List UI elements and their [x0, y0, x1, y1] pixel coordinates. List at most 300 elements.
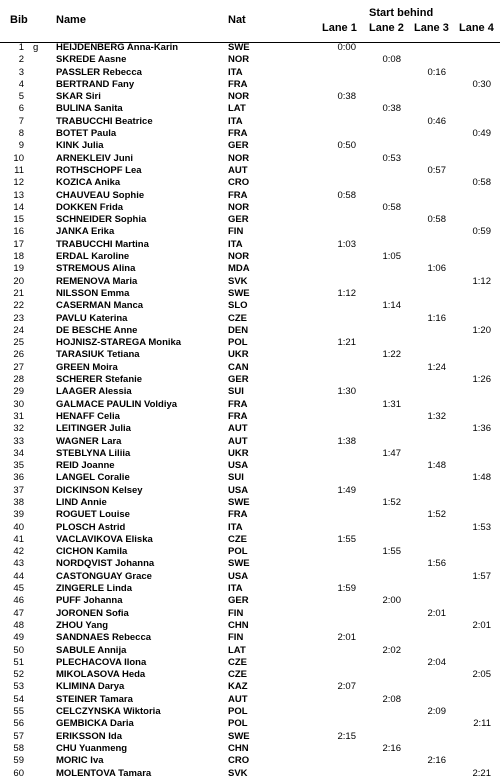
name-cell: NORDQVIST Johanna [56, 558, 155, 570]
name-cell: CHAUVEAU Sophie [56, 189, 145, 201]
lane-1-time-cell: 1:21 [337, 337, 356, 349]
bib-cell: 31 [13, 410, 24, 422]
bib-cell: 56 [13, 718, 24, 730]
nat-cell: GER [228, 140, 249, 152]
table-row [0, 313, 500, 325]
table-row [0, 337, 500, 349]
lane-3-time-cell: 1:24 [427, 361, 446, 373]
table-row [0, 54, 500, 66]
table-row [0, 731, 500, 743]
name-cell: BULINA Sanita [56, 103, 123, 115]
table-row [0, 288, 500, 300]
name-cell: LAAGER Alessia [56, 386, 132, 398]
bib-cell: 52 [13, 669, 24, 681]
table-row [0, 177, 500, 189]
name-cell: SCHNEIDER Sophia [56, 214, 147, 226]
name-cell: DOKKEN Frida [56, 201, 124, 213]
bib-cell: 45 [13, 583, 24, 595]
table-row [0, 522, 500, 534]
bib-cell: 57 [13, 730, 24, 742]
nat-cell: FRA [228, 509, 248, 521]
lane-1-time-cell: 1:30 [337, 386, 356, 398]
nat-cell: ITA [228, 521, 243, 533]
lane-1-time-cell: 1:12 [337, 287, 356, 299]
name-cell: LIND Annie [56, 496, 107, 508]
lane-1-time-cell: 0:00 [337, 42, 356, 53]
lane-4-time-cell: 1:12 [472, 275, 491, 287]
lane-2-time-cell: 0:58 [382, 201, 401, 213]
bib-cell: 25 [13, 337, 24, 349]
name-cell: GALMACE PAULIN Voldiya [56, 398, 178, 410]
nat-cell: NOR [228, 91, 250, 103]
lane-3-time-cell: 2:01 [427, 607, 446, 619]
nat-cell: SWE [228, 558, 250, 570]
nat-cell: KAZ [228, 681, 248, 693]
table-row [0, 595, 500, 607]
bib-cell: 30 [13, 398, 24, 410]
bib-cell: 46 [13, 595, 24, 607]
name-cell: WAGNER Lara [56, 435, 122, 447]
bib-cell: 55 [13, 706, 24, 718]
name-cell: CELCZYNSKA Wiktoria [56, 706, 161, 718]
bib-cell: 19 [13, 263, 24, 275]
bib-cell: 39 [13, 509, 24, 521]
table-row [0, 263, 500, 275]
lane-3-time-cell: 1:48 [427, 460, 446, 472]
bib-cell: 21 [13, 287, 24, 299]
bib-cell: 36 [13, 472, 24, 484]
lane-4-time-cell: 2:21 [472, 767, 491, 779]
bib-cell: 9 [18, 140, 24, 152]
nat-cell: GER [228, 595, 249, 607]
lane-1-time-cell: 0:38 [337, 91, 356, 103]
table-row [0, 226, 500, 238]
lane-1-time-cell: 1:38 [337, 435, 356, 447]
nat-cell: SWE [228, 730, 250, 742]
name-cell: LEITINGER Julia [56, 423, 131, 435]
nat-cell: SLO [228, 300, 248, 312]
name-cell: PAVLU Katerina [56, 312, 128, 324]
table-row [0, 485, 500, 497]
table-row [0, 448, 500, 460]
lane-2-time-cell: 2:00 [382, 595, 401, 607]
nat-cell: SVK [228, 767, 248, 779]
nat-cell: POL [228, 706, 248, 718]
lane-3-time-cell: 2:16 [427, 755, 446, 767]
bib-cell: 32 [13, 423, 24, 435]
nat-cell: UKR [228, 447, 249, 459]
lane-2-time-cell: 0:53 [382, 152, 401, 164]
table-row [0, 534, 500, 546]
lane-2-time-cell: 1:31 [382, 398, 401, 410]
table-row [0, 620, 500, 632]
lane-3-time-cell: 0:46 [427, 115, 446, 127]
name-cell: PLOSCH Astrid [56, 521, 126, 533]
name-cell: TARASIUK Tetiana [56, 349, 140, 361]
nat-cell: ITA [228, 115, 243, 127]
lane-4-time-cell: 1:48 [472, 472, 491, 484]
bib-cell: 4 [18, 78, 24, 90]
nat-cell: USA [228, 484, 249, 496]
nat-cell: GER [228, 374, 249, 386]
bib-cell: 48 [13, 619, 24, 631]
name-cell: SABULE Annija [56, 644, 127, 656]
name-cell: ARNEKLEIV Juni [56, 152, 134, 164]
bib-cell: 16 [13, 226, 24, 238]
bib-cell: 54 [13, 693, 24, 705]
name-cell: SANDNAES Rebecca [56, 632, 152, 644]
lane-1-time-cell: 1:59 [337, 583, 356, 595]
nat-cell: CZE [228, 669, 247, 681]
name-cell: DICKINSON Kelsey [56, 484, 143, 496]
name-cell: HOJNISZ-STAREGA Monika [56, 337, 182, 349]
table-row [0, 140, 500, 152]
table-row [0, 509, 500, 521]
table-row [0, 386, 500, 398]
lane-4-time-cell: 0:30 [472, 78, 491, 90]
name-cell: NILSSON Emma [56, 287, 130, 299]
lane-3-time-cell: 1:52 [427, 509, 446, 521]
lane-3-time-cell: 1:56 [427, 558, 446, 570]
flag-cell: g [33, 42, 39, 53]
lane-3-time-cell: 0:57 [427, 164, 446, 176]
table-row [0, 399, 500, 411]
lane-3-time-cell: 0:58 [427, 214, 446, 226]
table-row [0, 362, 500, 374]
nat-cell: USA [228, 460, 249, 472]
table-row [0, 67, 500, 79]
table-row [0, 91, 500, 103]
lane-4-time-cell: 1:53 [472, 521, 491, 533]
lane-2-time-cell: 0:38 [382, 103, 401, 115]
bib-cell: 12 [13, 177, 24, 189]
bib-cell: 28 [13, 374, 24, 386]
nat-cell: NOR [228, 201, 250, 213]
name-cell: ERDAL Karoline [56, 251, 130, 263]
lane-4-time-cell: 2:05 [472, 669, 491, 681]
lane-4-time-cell: 2:01 [472, 619, 491, 631]
nat-cell: ITA [228, 66, 243, 78]
nat-cell: NOR [228, 54, 250, 66]
table-row [0, 632, 500, 644]
nat-cell: CRO [228, 755, 250, 767]
table-row [0, 546, 500, 558]
nat-cell: SWE [228, 42, 250, 53]
nat-cell: NOR [228, 152, 250, 164]
lane-2-time-cell: 1:22 [382, 349, 401, 361]
table-row [0, 423, 500, 435]
name-cell: CASERMAN Manca [56, 300, 144, 312]
bib-cell: 47 [13, 607, 24, 619]
nat-cell: CRO [228, 177, 250, 189]
table-row [0, 755, 500, 767]
name-cell: ERIKSSON Ida [56, 730, 122, 742]
table-row [0, 251, 500, 263]
nat-cell: DEN [228, 324, 249, 336]
table-row [0, 657, 500, 669]
table-row [0, 116, 500, 128]
name-cell: REMENOVA Maria [56, 275, 138, 287]
name-cell: CICHON Kamila [56, 546, 128, 558]
bib-cell: 10 [13, 152, 24, 164]
nat-cell: AUT [228, 423, 248, 435]
table-row [0, 571, 500, 583]
nat-cell: SWE [228, 287, 250, 299]
nat-cell: SUI [228, 386, 244, 398]
table-row [0, 436, 500, 448]
bib-cell: 38 [13, 496, 24, 508]
bib-cell: 17 [13, 238, 24, 250]
table-row [0, 374, 500, 386]
name-cell: STREMOUS Alina [56, 263, 136, 275]
bib-cell: 23 [13, 312, 24, 324]
lane-3-time-cell: 2:09 [427, 706, 446, 718]
nat-cell: CHN [228, 742, 249, 754]
name-cell: GREEN Moira [56, 361, 118, 373]
name-cell: PASSLER Rebecca [56, 66, 142, 78]
nat-cell: SWE [228, 496, 250, 508]
lane-4-time-cell: 1:26 [472, 374, 491, 386]
bib-cell: 3 [18, 66, 24, 78]
bib-cell: 27 [13, 361, 24, 373]
lane-2-time-cell: 2:08 [382, 693, 401, 705]
lane-4-time-cell: 1:57 [472, 570, 491, 582]
bib-cell: 26 [13, 349, 24, 361]
name-cell: KLIMINA Darya [56, 681, 125, 693]
lane-3-time-cell: 1:06 [427, 263, 446, 275]
name-cell: HEIJDENBERG Anna-Karin [56, 42, 179, 53]
lane-3-time-cell: 1:16 [427, 312, 446, 324]
name-cell: KINK Julia [56, 140, 104, 152]
bib-cell: 6 [18, 103, 24, 115]
lane-3-time-cell: 1:32 [427, 410, 446, 422]
nat-cell: CZE [228, 533, 247, 545]
bib-cell: 1 [18, 42, 24, 53]
name-cell: TRABUCCHI Beatrice [56, 115, 153, 127]
bib-cell: 58 [13, 742, 24, 754]
lane-1-time-cell: 0:58 [337, 189, 356, 201]
bib-cell: 20 [13, 275, 24, 287]
nat-cell: CZE [228, 312, 247, 324]
nat-cell: POL [228, 718, 248, 730]
bib-cell: 41 [13, 533, 24, 545]
table-row [0, 460, 500, 472]
bib-cell: 22 [13, 300, 24, 312]
table-row [0, 214, 500, 226]
name-cell: VACLAVIKOVA Eliska [56, 533, 153, 545]
table-row [0, 239, 500, 251]
table-header [0, 0, 500, 43]
bib-cell: 60 [13, 767, 24, 779]
lane-1-time-cell: 2:15 [337, 730, 356, 742]
table-row [0, 42, 500, 54]
lane-1-time-cell: 2:01 [337, 632, 356, 644]
name-cell: ROTHSCHOPF Lea [56, 164, 142, 176]
table-row [0, 718, 500, 730]
bib-cell: 24 [13, 324, 24, 336]
bib-cell: 8 [18, 128, 24, 140]
table-row [0, 694, 500, 706]
table-row [0, 79, 500, 91]
name-cell: STEBLYNA Liliia [56, 447, 131, 459]
lane-2-time-cell: 2:16 [382, 742, 401, 754]
table-row [0, 472, 500, 484]
nat-cell: FRA [228, 128, 248, 140]
name-cell: TRABUCCHI Martina [56, 238, 149, 250]
lane-2-time-cell: 2:02 [382, 644, 401, 656]
column-header-lane-2: Lane 2 [369, 22, 404, 34]
nat-cell: NOR [228, 251, 250, 263]
table-row [0, 153, 500, 165]
name-cell: ROGUET Louise [56, 509, 130, 521]
nat-cell: CAN [228, 361, 249, 373]
nat-cell: FRA [228, 189, 248, 201]
table-row [0, 669, 500, 681]
bib-cell: 5 [18, 91, 24, 103]
nat-cell: ITA [228, 238, 243, 250]
table-row [0, 190, 500, 202]
nat-cell: SUI [228, 472, 244, 484]
table-row [0, 103, 500, 115]
name-cell: PLECHACOVA Ilona [56, 656, 147, 668]
name-cell: REID Joanne [56, 460, 115, 472]
bib-cell: 44 [13, 570, 24, 582]
lane-4-time-cell: 0:58 [472, 177, 491, 189]
lane-2-time-cell: 1:55 [382, 546, 401, 558]
table-row [0, 411, 500, 423]
name-cell: JORONEN Sofia [56, 607, 129, 619]
name-cell: BOTET Paula [56, 128, 117, 140]
nat-cell: FRA [228, 398, 248, 410]
bib-cell: 13 [13, 189, 24, 201]
name-cell: STEINER Tamara [56, 693, 133, 705]
bib-cell: 18 [13, 251, 24, 263]
nat-cell: UKR [228, 349, 249, 361]
nat-cell: FIN [228, 607, 244, 619]
name-cell: CASTONGUAY Grace [56, 570, 152, 582]
name-cell: LANGEL Coralie [56, 472, 130, 484]
lane-4-time-cell: 1:20 [472, 324, 491, 336]
table-row [0, 276, 500, 288]
lane-1-time-cell: 1:03 [337, 238, 356, 250]
nat-cell: ITA [228, 583, 243, 595]
table-row [0, 325, 500, 337]
nat-cell: LAT [228, 644, 246, 656]
table-row [0, 645, 500, 657]
bib-cell: 15 [13, 214, 24, 226]
name-cell: ZHOU Yang [56, 619, 109, 631]
bib-cell: 53 [13, 681, 24, 693]
start-list-table [0, 42, 500, 780]
bib-cell: 42 [13, 546, 24, 558]
column-header-lane-3: Lane 3 [414, 22, 449, 34]
name-cell: CHU Yuanmeng [56, 742, 128, 754]
table-row [0, 743, 500, 755]
column-group-start-behind: Start behind [369, 7, 434, 19]
bib-cell: 33 [13, 435, 24, 447]
table-row [0, 558, 500, 570]
name-cell: HENAFF Celia [56, 410, 120, 422]
nat-cell: CHN [228, 619, 249, 631]
table-row [0, 128, 500, 140]
bib-cell: 14 [13, 201, 24, 213]
lane-1-time-cell: 0:50 [337, 140, 356, 152]
name-cell: DE BESCHE Anne [56, 324, 138, 336]
table-row [0, 706, 500, 718]
nat-cell: FIN [228, 632, 244, 644]
bib-cell: 59 [13, 755, 24, 767]
lane-2-time-cell: 0:08 [382, 54, 401, 66]
name-cell: PUFF Johanna [56, 595, 123, 607]
bib-cell: 29 [13, 386, 24, 398]
name-cell: SKAR Siri [56, 91, 101, 103]
bib-cell: 43 [13, 558, 24, 570]
nat-cell: FRA [228, 410, 248, 422]
name-cell: MIKOLASOVA Heda [56, 669, 146, 681]
nat-cell: CZE [228, 656, 247, 668]
bib-cell: 37 [13, 484, 24, 496]
table-row [0, 768, 500, 780]
lane-1-time-cell: 1:55 [337, 533, 356, 545]
nat-cell: MDA [228, 263, 250, 275]
nat-cell: POL [228, 337, 248, 349]
column-header-lane-4: Lane 4 [459, 22, 494, 34]
name-cell: SCHERER Stefanie [56, 374, 143, 386]
bib-cell: 49 [13, 632, 24, 644]
nat-cell: AUT [228, 693, 248, 705]
lane-2-time-cell: 1:47 [382, 447, 401, 459]
name-cell: ZINGERLE Linda [56, 583, 132, 595]
nat-cell: USA [228, 570, 249, 582]
nat-cell: POL [228, 546, 248, 558]
bib-cell: 35 [13, 460, 24, 472]
lane-3-time-cell: 0:16 [427, 66, 446, 78]
bib-cell: 50 [13, 644, 24, 656]
column-header-bib: Bib [10, 14, 28, 26]
table-row [0, 202, 500, 214]
lane-3-time-cell: 2:04 [427, 656, 446, 668]
lane-2-time-cell: 1:05 [382, 251, 401, 263]
bib-cell: 7 [18, 115, 24, 127]
bib-cell: 40 [13, 521, 24, 533]
lane-4-time-cell: 2:11 [473, 718, 491, 730]
lane-4-time-cell: 0:59 [472, 226, 491, 238]
lane-2-time-cell: 1:14 [382, 300, 401, 312]
column-header-name: Name [56, 14, 86, 26]
nat-cell: FIN [228, 226, 244, 238]
name-cell: GEMBICKA Daria [56, 718, 134, 730]
nat-cell: LAT [228, 103, 246, 115]
table-row [0, 497, 500, 509]
lane-1-time-cell: 2:07 [337, 681, 356, 693]
table-row [0, 349, 500, 361]
bib-cell: 11 [14, 164, 24, 176]
nat-cell: AUT [228, 164, 248, 176]
lane-2-time-cell: 1:52 [382, 496, 401, 508]
table-row [0, 300, 500, 312]
nat-cell: AUT [228, 435, 248, 447]
table-row [0, 608, 500, 620]
lane-4-time-cell: 0:49 [472, 128, 491, 140]
name-cell: BERTRAND Fany [56, 78, 135, 90]
column-header-nat: Nat [228, 14, 246, 26]
nat-cell: FRA [228, 78, 248, 90]
table-row [0, 165, 500, 177]
lane-1-time-cell: 1:49 [337, 484, 356, 496]
column-header-lane-1: Lane 1 [322, 22, 357, 34]
table-row [0, 681, 500, 693]
bib-cell: 2 [18, 54, 24, 66]
